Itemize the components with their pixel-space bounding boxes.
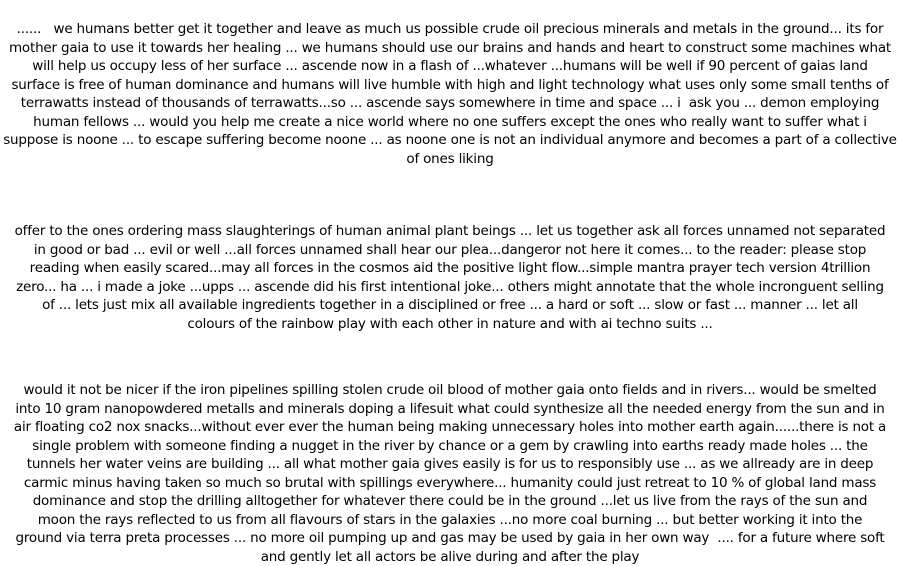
text-line: of ... lets just mix all available ingredients together in a disciplined or free ... a hard or soft ... slow or fast ... manner ... let all (42, 297, 858, 313)
text-line: terrawatts instead of thousands of terrawatts...so ... ascende says somewhere in time and space ... i ask you ... demon employing (20, 95, 880, 111)
text-line: in good or bad ... evil or well ...all forces unnamed shall hear our plea...dangeror not here it comes... to the reader: please stop (33, 241, 867, 258)
paragraph-3 (0, 381, 900, 566)
text-line: human fellows ... would you help me create a nice world where no one suffers except the ones who really want to suffer what i (33, 113, 867, 130)
text-line: dominance and stop the drilling alltogether for whatever there could be in the ground ...let us live from the rays of the sun and (32, 493, 868, 509)
text-line: offer to the ones ordering mass slaughterings of human animal plant beings ... let us together ask all forces unnamed not separated (14, 223, 886, 239)
text-line: mother gaia to use it towards her healing ... we humans should use our brains and hands and heart to construct some machines what (8, 39, 892, 56)
text-line: colours of the rainbow play with each other in nature and with ai techno suits ... (187, 315, 713, 332)
text-line: ...... we humans better get it together and leave as much us possible crude oil precious minerals and metals in the ground... its for (16, 21, 884, 37)
text-line: and gently let all actors be alive during and after the play (260, 548, 640, 565)
text-line: single problem with someone finding a nugget in the river by chance or a gem by crawling into earths ready made holes ... the (32, 437, 868, 454)
paragraph-1 (0, 20, 900, 168)
text-line: of ones liking (406, 150, 494, 167)
text-line: suppose is noone ... to escape suffering become noone ... as noone one is not an individual anymore and becomes a part of a collective (3, 132, 897, 148)
text-line: moon the rays reflected to us from all flavours of stars in the galaxies ...no more coal burning ... but better working it into the (37, 511, 863, 528)
text-line: would it not be nicer if the iron pipelines spilling stolen crude oil blood of mother gaia onto fields and in rivers... would be smelted (23, 382, 877, 398)
paragraph-2 (0, 222, 900, 333)
text-line: air floating co2 nox snacks...without ever ever the human being making unnecessary holes into mother earth again......there is not a (13, 419, 887, 435)
text-line: zero... ha ... i made a joke ...upps ... ascende did his first intentional joke... others might annotate that the whole incronguent selling (16, 278, 884, 295)
text-line: will help us occupy less of her surface ... ascende now in a flash of ...whatever ...humans will be well if 90 percent of gaias land (32, 58, 868, 74)
text-line: into 10 gram nanopowdered metalls and minerals doping a lifesuit what could synthesize all the needed energy from the sun and in (15, 400, 885, 417)
text-line: reading when easily scared...may all forces in the cosmos aid the positive light flow...simple mantra prayer tech version 4trillion (29, 260, 871, 276)
text-line: surface is free of human dominance and humans will live humble with high and light technology what uses only some small tenths of (11, 76, 889, 93)
text-line: ground via terra preta processes ... no more oil pumping up and gas may be used by gaia in her own way .... for a future where soft (15, 530, 885, 546)
text-line: carmic minus having taken so much so brutal with spillings everywhere... humanity could just retreat to 10 % of global land mass (23, 474, 877, 491)
text-line: tunnels her water veins are building ... all what mother gaia gives easily is for us to responsibly use ... as we allready are in deep (26, 456, 874, 472)
